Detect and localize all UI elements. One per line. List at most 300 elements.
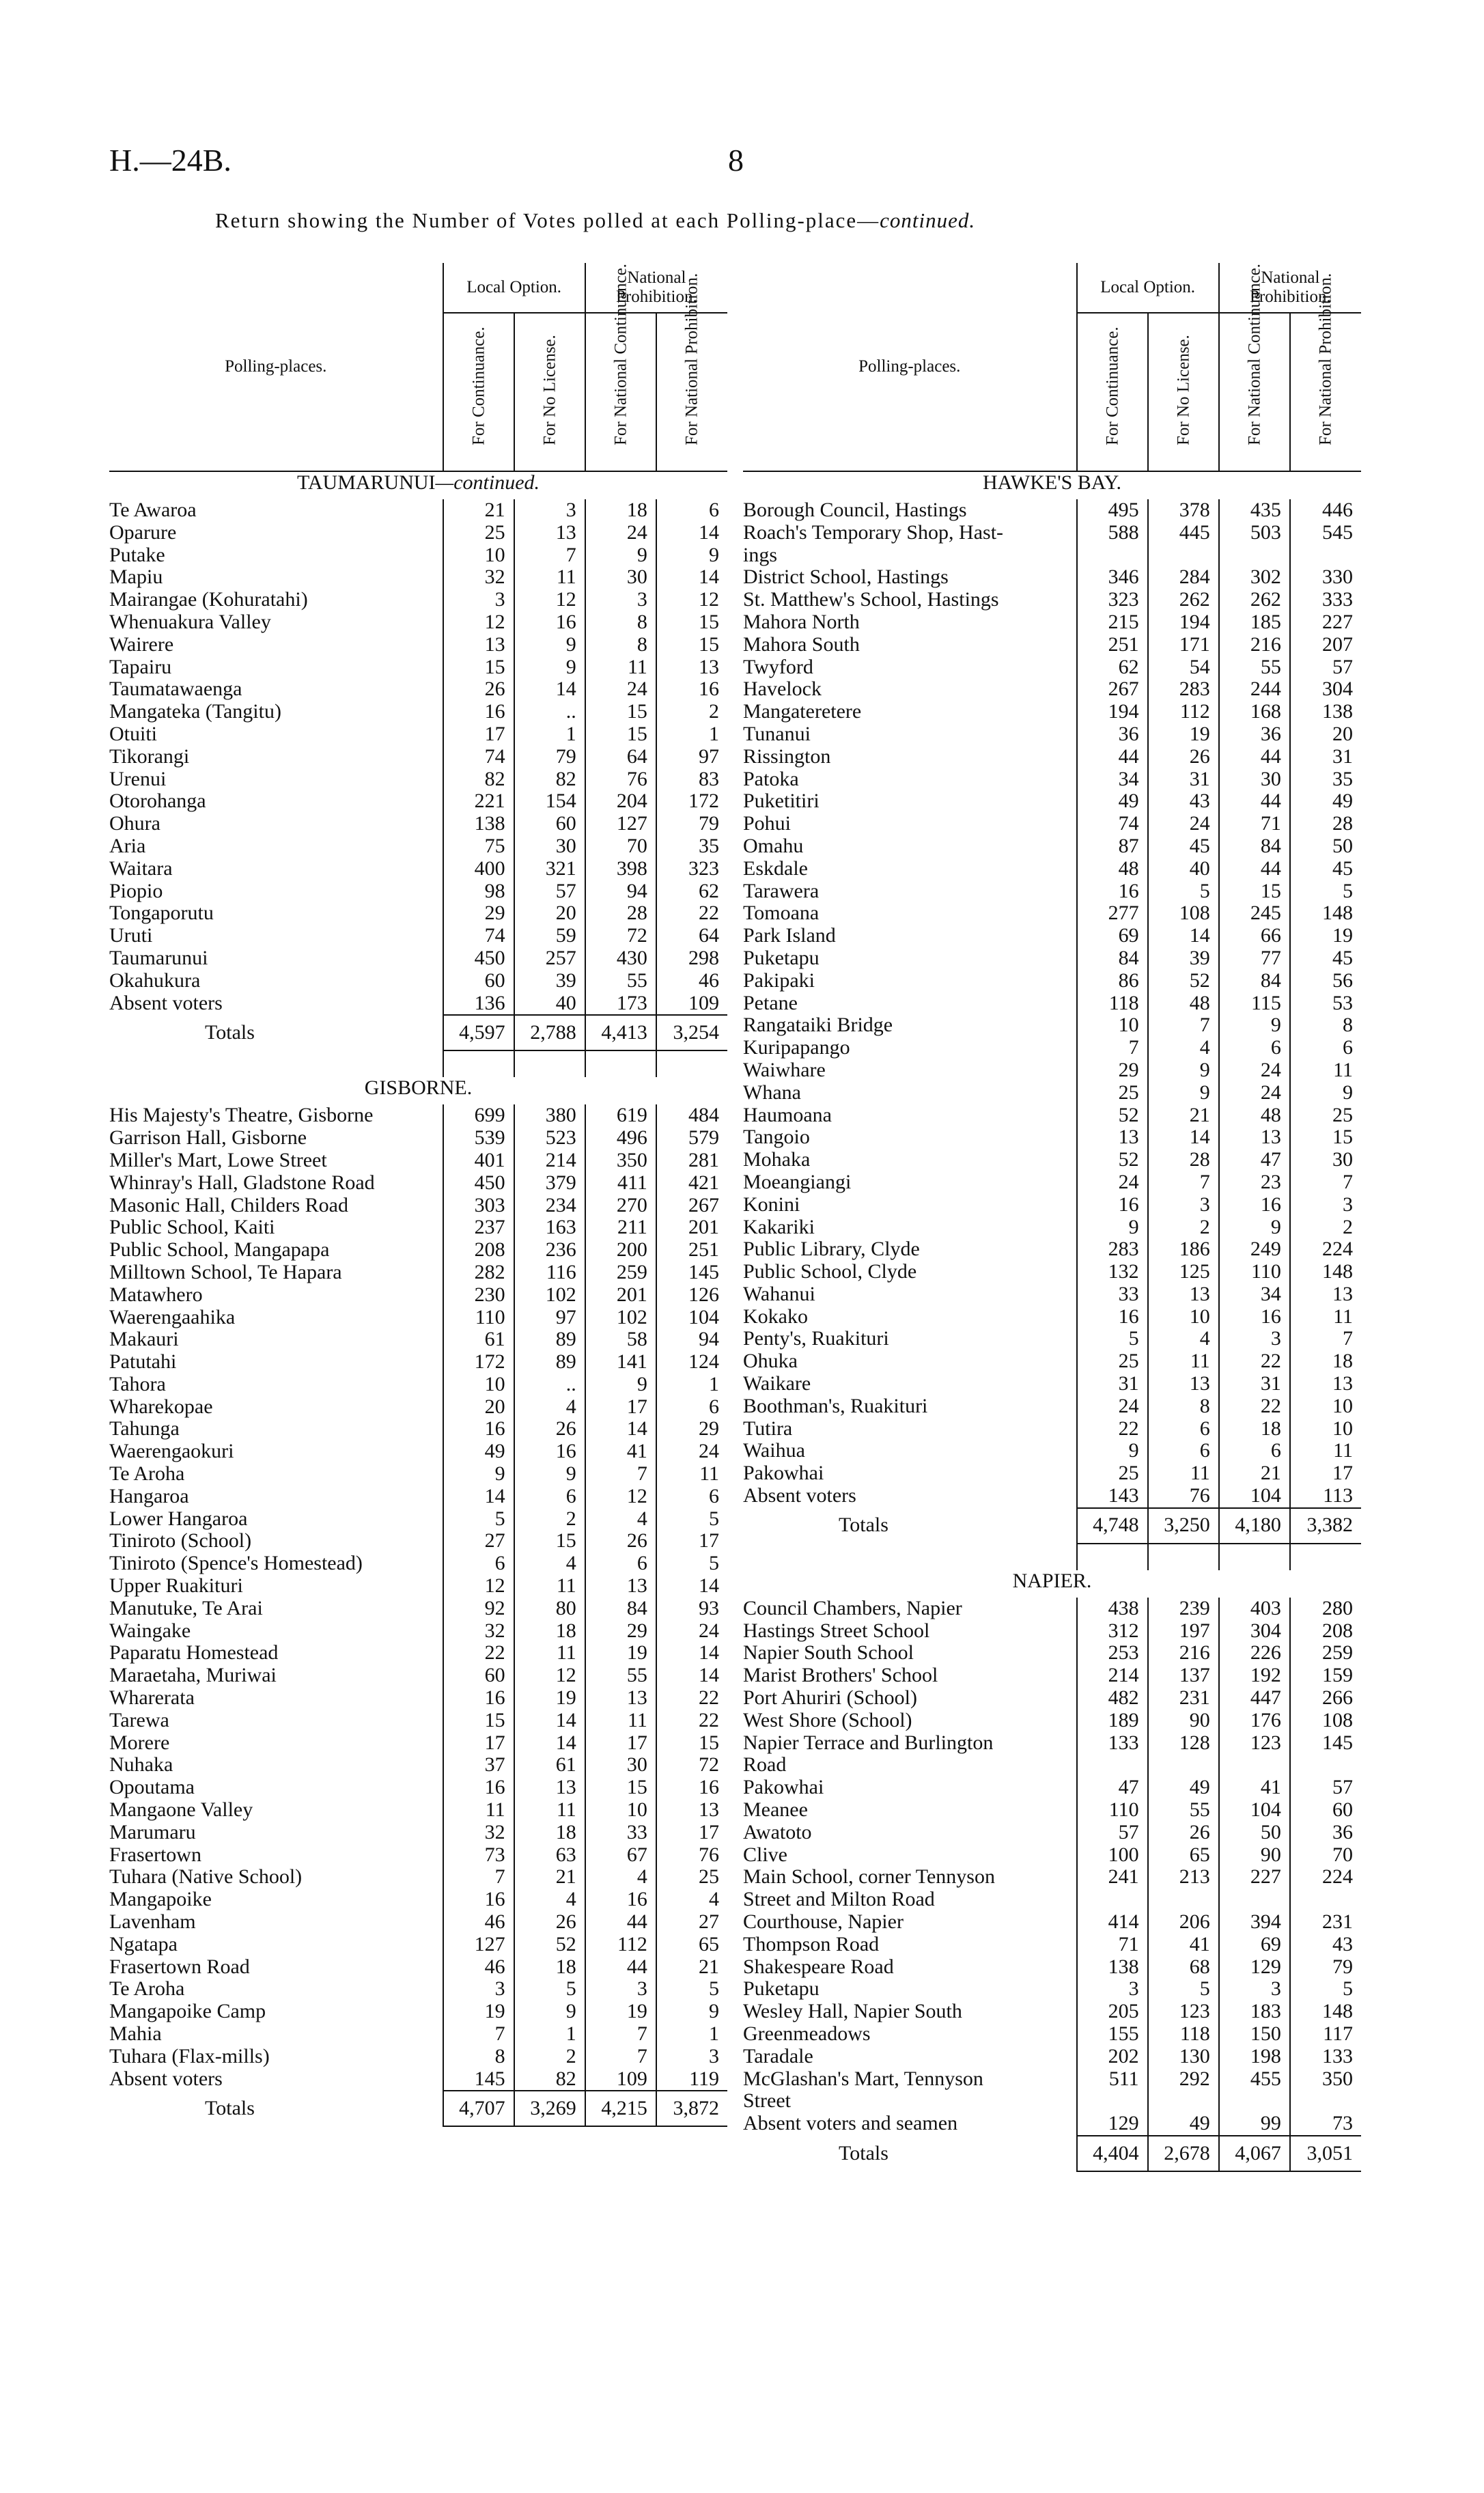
polling-place-name: Puketapu	[743, 947, 820, 969]
for-continuance-value: 73	[443, 1844, 514, 1867]
for-national-continuance-value: 185	[1219, 611, 1290, 634]
for-no-license-value: 197	[1148, 1620, 1219, 1643]
for-continuance-value: 47	[1077, 1777, 1148, 1799]
polling-place-name: Waerengaokuri	[109, 1440, 234, 1463]
for-continuance-value: 19	[443, 2001, 514, 2023]
polling-place-name: Napier Terrace and Burlington	[743, 1731, 994, 1754]
for-national-prohibition-value: 17	[1290, 1462, 1361, 1485]
for-national-prohibition-value	[1290, 2090, 1361, 2113]
for-national-prohibition-total: 3,051	[1290, 2136, 1361, 2171]
for-no-license-value: 239	[1148, 1598, 1219, 1620]
for-continuance-value: 74	[1077, 813, 1148, 835]
for-continuance-value: 588	[1077, 522, 1148, 544]
for-national-continuance-value: 11	[585, 656, 656, 679]
polling-place-name: Kuripapango	[743, 1037, 850, 1059]
polling-place-name: Tahunga	[109, 1418, 180, 1440]
table-row	[109, 1104, 727, 1127]
for-national-prohibition-value: 159	[1290, 1665, 1361, 1687]
for-continuance-value: 46	[443, 1956, 514, 1979]
for-national-continuance-value: 18	[585, 499, 656, 522]
for-continuance-value: 145	[443, 2068, 514, 2091]
for-continuance-value: 34	[1077, 768, 1148, 791]
for-no-license-value: 123	[1148, 2001, 1219, 2023]
table-row	[109, 1418, 727, 1440]
for-no-license-value: 284	[1148, 566, 1219, 589]
polling-place-name: Public Library, Clyde	[743, 1238, 920, 1261]
polling-place-name: Taradale	[743, 2045, 813, 2067]
for-no-license-value: 18	[514, 1956, 585, 1979]
for-national-continuance-header-text: For National Continuance.	[1245, 264, 1264, 445]
table-row	[743, 858, 1361, 880]
for-continuance-value: 32	[443, 1822, 514, 1844]
table-row	[109, 1172, 727, 1195]
national-prohibition-header: National Prohibition.	[1219, 263, 1361, 313]
table-row	[743, 1978, 1361, 2001]
totals-label: Totals	[205, 1020, 255, 1044]
table-row	[109, 589, 727, 611]
for-no-license-value: 26	[514, 1418, 585, 1440]
for-national-continuance-value: 304	[1219, 1620, 1290, 1643]
table-row	[109, 1575, 727, 1598]
for-national-prohibition-value: 7	[1290, 1171, 1361, 1194]
polling-place-name: Courthouse, Napier	[743, 1911, 904, 1934]
polling-place-name: Pakipaki	[743, 969, 815, 992]
for-no-license-value: 26	[514, 1911, 585, 1934]
table-row	[109, 1239, 727, 1262]
for-national-prohibition-value: 421	[656, 1172, 727, 1195]
for-national-continuance-value: 496	[585, 1127, 656, 1150]
for-national-continuance-value: 24	[1219, 1059, 1290, 1082]
polling-place-name: Frasertown	[109, 1843, 201, 1866]
for-national-prohibition-value: 30	[1290, 1149, 1361, 1171]
polling-place-name: Council Chambers, Napier	[743, 1597, 962, 1619]
for-no-license-value: 231	[1148, 1687, 1219, 1710]
for-no-license-value: 82	[514, 768, 585, 791]
for-continuance-value: 16	[443, 701, 514, 723]
for-no-license-value: 18	[514, 1620, 585, 1643]
for-continuance-value: 3	[443, 1978, 514, 2001]
for-continuance-value: 16	[443, 1889, 514, 1911]
polling-place-name: Urenui	[109, 768, 167, 790]
for-national-prohibition-value: 31	[1290, 746, 1361, 768]
for-national-prohibition-value: 14	[656, 1575, 727, 1598]
for-national-continuance-value: 6	[1219, 1440, 1290, 1462]
for-no-license-value: 4	[514, 1396, 585, 1419]
for-national-prohibition-value: 73	[1290, 2113, 1361, 2136]
for-no-license-value: 14	[1148, 1126, 1219, 1149]
for-continuance-value: 132	[1077, 1261, 1148, 1283]
table-row	[743, 1440, 1361, 1462]
for-continuance-value: 230	[443, 1284, 514, 1307]
for-national-prohibition-value: 267	[656, 1195, 727, 1217]
for-continuance-value: 44	[1077, 746, 1148, 768]
polling-place-name: Mahora North	[743, 611, 860, 633]
spacer-cell	[1290, 1544, 1361, 1570]
for-national-prohibition-value: 50	[1290, 835, 1361, 858]
for-continuance-value: 62	[1077, 656, 1148, 679]
for-no-license-value: 125	[1148, 1261, 1219, 1283]
for-no-license-value: 55	[1148, 1799, 1219, 1822]
for-continuance-value: 21	[443, 499, 514, 522]
for-no-license-value: 3	[514, 499, 585, 522]
for-no-license-value	[1148, 1889, 1219, 1911]
for-no-license-value: 26	[1148, 1822, 1219, 1844]
for-national-continuance-value: 6	[585, 1552, 656, 1575]
for-no-license-value: 68	[1148, 1956, 1219, 1979]
for-no-license-value: ..	[514, 1374, 585, 1396]
for-no-license-value: 118	[1148, 2023, 1219, 2046]
for-continuance-value: 5	[443, 1508, 514, 1531]
for-national-prohibition-value: 56	[1290, 970, 1361, 992]
table-row	[743, 1620, 1361, 1643]
polling-place-name: Tangoio	[743, 1126, 810, 1149]
for-national-prohibition-value: 97	[656, 746, 727, 768]
for-continuance-value: 283	[1077, 1238, 1148, 1261]
for-continuance-value: 194	[1077, 701, 1148, 723]
for-national-prohibition-value: 19	[1290, 925, 1361, 947]
for-continuance-value: 414	[1077, 1911, 1148, 1934]
for-no-license-value: 13	[1148, 1283, 1219, 1306]
for-no-license-value: 116	[514, 1262, 585, 1284]
for-no-license-value: 9	[514, 634, 585, 656]
for-national-prohibition-value: 20	[1290, 723, 1361, 746]
for-national-prohibition-value: 201	[656, 1216, 727, 1239]
for-no-license-value: 2	[1148, 1216, 1219, 1239]
for-national-continuance-value: 455	[1219, 2068, 1290, 2091]
polling-place-name: Port Ahuriri (School)	[743, 1687, 917, 1710]
polling-place-name: Boothman's, Ruakituri	[743, 1395, 928, 1417]
table-row	[743, 499, 1361, 522]
polling-place-name: Mangateretere	[743, 701, 862, 723]
polling-place-name: Piopio	[109, 880, 163, 902]
for-no-license-value: 57	[514, 880, 585, 903]
polling-place-name: McGlashan's Mart, Tennyson	[743, 2067, 983, 2090]
for-national-continuance-value: 15	[585, 1777, 656, 1799]
for-no-license-value: 6	[1148, 1440, 1219, 1462]
for-no-license-value: 380	[514, 1104, 585, 1127]
polling-place-name: Road	[743, 1754, 787, 1777]
for-continuance-value: 49	[1077, 790, 1148, 813]
for-no-license-value: 262	[1148, 589, 1219, 611]
polling-place-name: Opoutama	[109, 1777, 195, 1799]
for-national-continuance-value: 176	[1219, 1710, 1290, 1732]
for-national-prohibition-value: 2	[656, 701, 727, 723]
polling-place-name: Hastings Street School	[743, 1619, 930, 1642]
table-row	[743, 1956, 1361, 1979]
table-row	[743, 1732, 1361, 1755]
table-row	[743, 1373, 1361, 1395]
for-no-license-value: 11	[514, 566, 585, 589]
for-national-continuance-value: 104	[1219, 1485, 1290, 1508]
for-no-license-value: 52	[1148, 970, 1219, 992]
for-national-prohibition-value: 208	[1290, 1620, 1361, 1643]
table-row	[109, 1844, 727, 1867]
table-row	[109, 634, 727, 656]
page-title	[215, 208, 975, 233]
for-no-license-value: 7	[1148, 1014, 1219, 1037]
for-national-prohibition-value: 11	[1290, 1440, 1361, 1462]
table-row	[109, 1687, 727, 1710]
table-row	[109, 1552, 727, 1575]
for-no-license-value: 6	[514, 1486, 585, 1508]
for-national-prohibition-value: 1	[656, 2023, 727, 2046]
for-no-license-value: 40	[1148, 858, 1219, 880]
for-no-license-value: 321	[514, 858, 585, 880]
for-no-license-value: 5	[514, 1978, 585, 2001]
for-no-license-value: 26	[1148, 746, 1219, 768]
table-row	[109, 947, 727, 970]
polling-place-name: Rangataiki Bridge	[743, 1014, 893, 1037]
for-national-continuance-value: 104	[1219, 1799, 1290, 1822]
polling-place-name: Otuiti	[109, 723, 158, 745]
for-no-license-value: 4	[514, 1552, 585, 1575]
polling-place-name: Borough Council, Hastings	[743, 499, 967, 521]
polling-place-name: Haumoana	[743, 1104, 832, 1126]
for-no-license-value: 11	[514, 1575, 585, 1598]
for-national-prohibition-value: 148	[1290, 2001, 1361, 2023]
for-continuance-value: 215	[1077, 611, 1148, 634]
polling-place-name: Waiwhare	[743, 1059, 826, 1081]
polling-place-name: Wharerata	[109, 1687, 195, 1710]
for-no-license-value: 9	[1148, 1082, 1219, 1104]
for-national-prohibition-value: 113	[1290, 1485, 1361, 1508]
for-no-license-value: 41	[1148, 1934, 1219, 1956]
polling-place-name: Paparatu Homestead	[109, 1642, 279, 1665]
for-no-license-value: 16	[514, 611, 585, 634]
for-national-continuance-value: 8	[585, 634, 656, 656]
for-national-prohibition-value: 28	[1290, 813, 1361, 835]
for-national-prohibition-value: 133	[1290, 2046, 1361, 2068]
for-national-continuance-value: 58	[585, 1328, 656, 1351]
for-national-prohibition-value: 6	[656, 1396, 727, 1419]
for-continuance-header	[1077, 313, 1148, 471]
for-national-continuance-value: 200	[585, 1239, 656, 1262]
table-row	[743, 947, 1361, 970]
for-national-continuance-value: 71	[1219, 813, 1290, 835]
for-national-prohibition-value: 9	[656, 2001, 727, 2023]
for-continuance-value: 450	[443, 1172, 514, 1195]
for-continuance-value: 3	[1077, 1978, 1148, 2001]
for-national-prohibition-value: 108	[1290, 1710, 1361, 1732]
for-national-continuance-value: 204	[585, 790, 656, 813]
for-no-license-value: 14	[514, 1710, 585, 1732]
table-row	[743, 790, 1361, 813]
table-row	[109, 2046, 727, 2068]
for-continuance-value: 172	[443, 1351, 514, 1374]
for-no-license-value: 163	[514, 1216, 585, 1239]
for-continuance-value: 10	[1077, 1014, 1148, 1037]
for-national-prohibition-value: 14	[656, 522, 727, 544]
for-national-continuance-value: 44	[1219, 746, 1290, 768]
for-national-continuance-value: 9	[585, 544, 656, 567]
polling-place-name: Absent voters	[109, 992, 223, 1014]
for-national-continuance-value: 112	[585, 1934, 656, 1956]
for-no-license-header	[1148, 313, 1219, 471]
table-row	[743, 1799, 1361, 1822]
table-row	[743, 589, 1361, 611]
polling-place-name: Napier South School	[743, 1642, 914, 1665]
section-heading-row	[109, 1077, 727, 1104]
for-national-prohibition-value: 72	[656, 1754, 727, 1777]
table-row	[109, 970, 727, 992]
for-national-prohibition-value: 49	[1290, 790, 1361, 813]
for-no-license-value: 112	[1148, 701, 1219, 723]
left-column	[109, 263, 727, 2127]
for-no-license-total: 3,269	[514, 2091, 585, 2126]
for-continuance-value: 16	[1077, 1194, 1148, 1216]
for-national-continuance-value: 7	[585, 1463, 656, 1486]
for-national-continuance-value	[1219, 2090, 1290, 2113]
for-no-license-value: 194	[1148, 611, 1219, 634]
for-national-prohibition-value: 64	[656, 925, 727, 947]
table-row	[743, 880, 1361, 903]
for-no-license-value: 21	[514, 1866, 585, 1889]
for-national-prohibition-value: 330	[1290, 566, 1361, 589]
table-row	[109, 1598, 727, 1620]
for-continuance-value: 46	[443, 1911, 514, 1934]
table-row	[109, 1777, 727, 1799]
table-row	[743, 1889, 1361, 1911]
for-continuance-value: 75	[443, 835, 514, 858]
polling-place-name: Tongaporutu	[109, 902, 214, 925]
for-no-license-value: 6	[1148, 1418, 1219, 1440]
for-national-continuance-value: 394	[1219, 1911, 1290, 1934]
for-national-continuance-value: 15	[1219, 880, 1290, 903]
for-continuance-value: 138	[443, 813, 514, 835]
for-national-prohibition-value: 266	[1290, 1687, 1361, 1710]
for-national-continuance-value: 7	[585, 2023, 656, 2046]
table-row	[743, 746, 1361, 768]
section-name: GISBORNE.	[364, 1076, 473, 1100]
for-no-license-value: 79	[514, 746, 585, 768]
for-national-continuance-value: 33	[585, 1822, 656, 1844]
table-row	[109, 768, 727, 791]
polling-place-name: Te Aroha	[109, 1463, 185, 1486]
for-national-prohibition-value: 14	[656, 1665, 727, 1687]
for-national-continuance-value: 9	[585, 1374, 656, 1396]
polling-place-name: Penty's, Ruakituri	[743, 1328, 889, 1350]
for-national-continuance-header-text: For National Continuance.	[611, 264, 630, 445]
for-no-license-value: 59	[514, 925, 585, 947]
for-no-license-value: 14	[1148, 925, 1219, 947]
for-national-continuance-value: 48	[1219, 1104, 1290, 1127]
table-row	[743, 2113, 1361, 2136]
table-row	[109, 813, 727, 835]
for-national-prohibition-value: 117	[1290, 2023, 1361, 2046]
totals-row	[743, 1508, 1361, 1544]
for-national-continuance-value: 41	[1219, 1777, 1290, 1799]
for-national-continuance-value: 211	[585, 1216, 656, 1239]
for-no-license-value: 18	[514, 1822, 585, 1844]
for-no-license-value: 52	[514, 1934, 585, 1956]
for-continuance-value: 129	[1077, 2113, 1148, 2136]
for-national-prohibition-value: 25	[656, 1866, 727, 1889]
for-national-continuance-value: 22	[1219, 1395, 1290, 1418]
for-national-continuance-value: 430	[585, 947, 656, 970]
table-row	[109, 746, 727, 768]
for-national-prohibition-value: 104	[656, 1307, 727, 1329]
for-national-continuance-value: 16	[1219, 1194, 1290, 1216]
for-no-license-value: 89	[514, 1328, 585, 1351]
for-no-license-value: 30	[514, 835, 585, 858]
for-no-license-value: 11	[1148, 1350, 1219, 1373]
polling-place-name: Meanee	[743, 1799, 808, 1822]
for-national-prohibition-value: 5	[656, 1508, 727, 1531]
for-continuance-value: 25	[1077, 1462, 1148, 1485]
table-row	[743, 611, 1361, 634]
for-national-prohibition-value: 60	[1290, 1799, 1361, 1822]
for-continuance-value: 323	[1077, 589, 1148, 611]
for-national-prohibition-value: 62	[656, 880, 727, 903]
for-national-continuance-value: 55	[1219, 656, 1290, 679]
for-continuance-value: 16	[1077, 880, 1148, 903]
polling-place-name: Eskdale	[743, 857, 808, 880]
for-continuance-header-text: For Continuance.	[1103, 326, 1122, 445]
table-row	[109, 723, 727, 746]
table-row	[109, 1822, 727, 1844]
table-row	[109, 1754, 727, 1777]
for-continuance-value: 189	[1077, 1710, 1148, 1732]
table-row	[743, 970, 1361, 992]
for-national-prohibition-value: 13	[656, 656, 727, 679]
for-continuance-value: 267	[1077, 678, 1148, 701]
for-national-prohibition-value: 2	[1290, 1216, 1361, 1239]
for-continuance-value: 29	[443, 902, 514, 925]
for-no-license-value: 5	[1148, 880, 1219, 903]
for-no-license-value: 54	[1148, 656, 1219, 679]
table-row	[743, 1104, 1361, 1127]
for-national-prohibition-value: 16	[656, 678, 727, 701]
for-national-continuance-value: 50	[1219, 1822, 1290, 1844]
spacer-cell	[1219, 1544, 1290, 1570]
for-national-prohibition-value: 145	[1290, 1732, 1361, 1755]
for-national-prohibition-value: 15	[1290, 1126, 1361, 1149]
table-row	[109, 1889, 727, 1911]
for-continuance-value: 60	[443, 970, 514, 992]
table-row	[109, 1150, 727, 1172]
for-national-continuance-value: 411	[585, 1172, 656, 1195]
for-national-prohibition-value: 5	[656, 1978, 727, 2001]
polling-place-name: Havelock	[743, 678, 822, 701]
for-national-continuance-value: 55	[585, 970, 656, 992]
table-row	[743, 2090, 1361, 2113]
for-national-prohibition-value: 13	[1290, 1283, 1361, 1306]
for-national-continuance-value: 503	[1219, 522, 1290, 544]
for-national-prohibition-value: 93	[656, 1598, 727, 1620]
for-national-prohibition-value: 207	[1290, 634, 1361, 656]
for-national-prohibition-value: 15	[656, 1732, 727, 1755]
polling-place-name: Ohura	[109, 813, 160, 835]
for-national-prohibition-value: 126	[656, 1284, 727, 1307]
for-no-license-value: 130	[1148, 2046, 1219, 2068]
for-national-continuance-value: 84	[585, 1598, 656, 1620]
for-no-license-value: 63	[514, 1844, 585, 1867]
polling-place-name: Petane	[743, 992, 798, 1014]
table-row	[109, 1463, 727, 1486]
for-no-license-value: 14	[514, 1732, 585, 1755]
for-no-license-value: 445	[1148, 522, 1219, 544]
for-national-continuance-value: 127	[585, 813, 656, 835]
polling-place-name: Pakowhai	[743, 1777, 824, 1799]
for-national-continuance-value: 15	[585, 723, 656, 746]
for-continuance-value: 24	[1077, 1171, 1148, 1194]
for-continuance-value: 511	[1077, 2068, 1148, 2091]
for-no-license-value: 19	[514, 1687, 585, 1710]
for-national-continuance-value: 16	[1219, 1306, 1290, 1328]
polling-place-name: Greenmeadows	[743, 2023, 871, 2045]
for-continuance-value: 221	[443, 790, 514, 813]
polling-place-name: Te Awaroa	[109, 499, 197, 521]
